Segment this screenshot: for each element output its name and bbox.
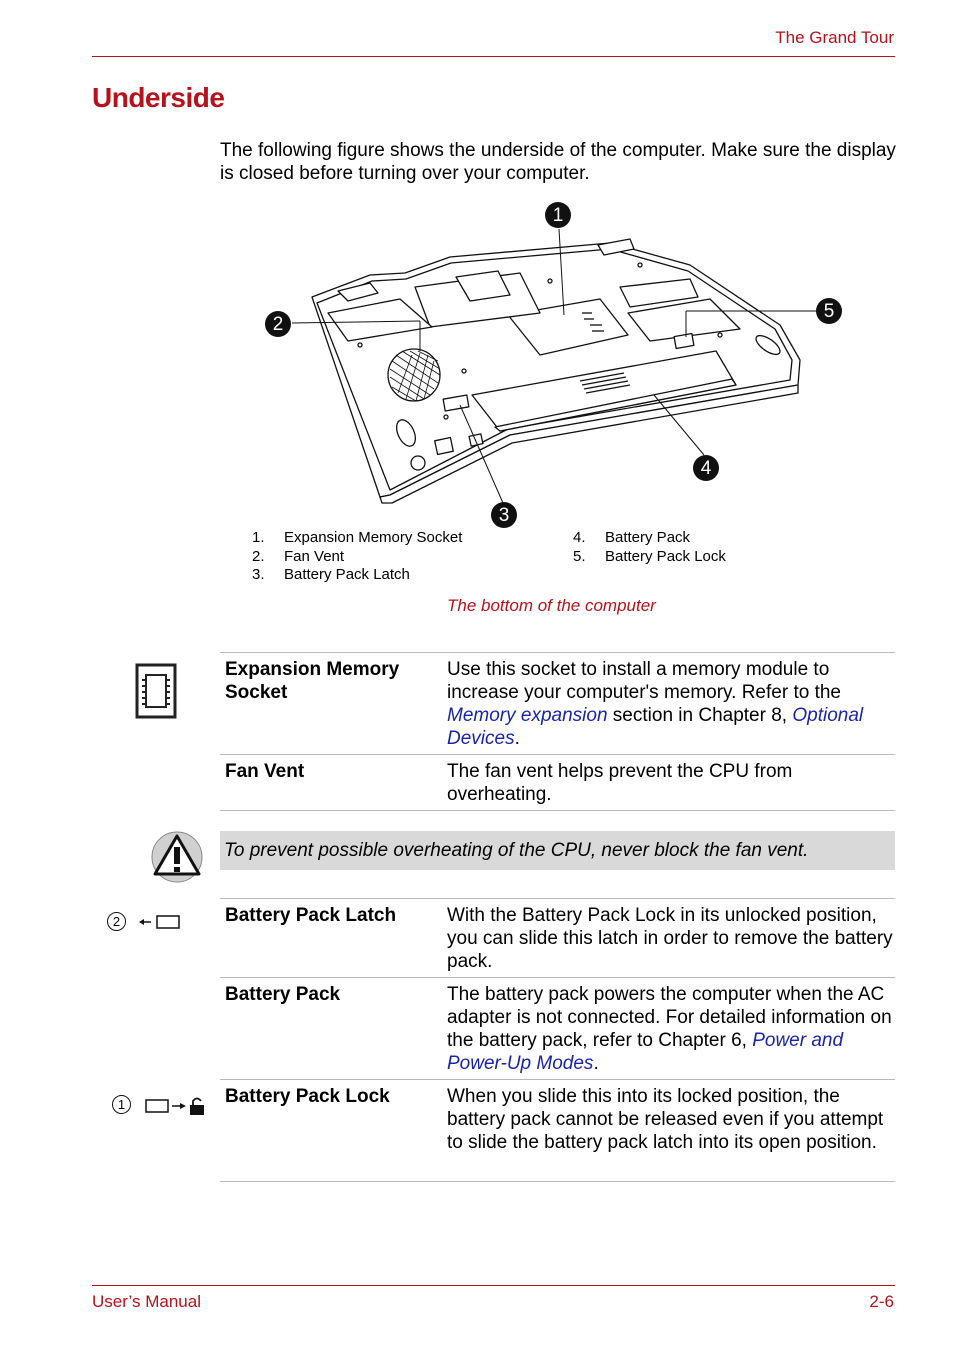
table-row — [220, 652, 895, 754]
table-bottom-rule — [220, 1181, 895, 1182]
step-number-2: 2 — [107, 912, 126, 931]
page-number: 2-6 — [869, 1292, 894, 1311]
row-desc: With the Battery Pack Lock in its unlocked position, you can slide this latch in order to remove the battery pack. — [447, 905, 893, 972]
callout-2: 2 — [265, 311, 291, 337]
figure-caption: The bottom of the computer — [447, 596, 656, 615]
callout-1: 1 — [545, 202, 571, 228]
legend-item: 2. Fan Vent — [252, 547, 345, 565]
warning-icon — [150, 830, 204, 884]
figure-legend-right — [573, 529, 726, 566]
row-term: Expansion Memory Socket — [225, 659, 400, 703]
figure-legend-left — [252, 529, 462, 585]
row-term: Battery Pack Latch — [225, 905, 397, 926]
table-row — [220, 1079, 895, 1182]
warning-note: To prevent possible overheating of the CPU, never block the fan vent. — [220, 831, 895, 870]
legend-item: 1. Expansion Memory Socket — [252, 529, 463, 546]
row-term: Fan Vent — [225, 761, 305, 782]
unlock-indicator — [107, 911, 187, 935]
header-rule — [92, 56, 895, 57]
link-power-modes[interactable]: Power and Power-Up Modes — [447, 1030, 844, 1074]
callout-4: 4 — [693, 455, 719, 481]
step-number-1: 1 — [112, 1095, 131, 1114]
link-memory-expansion[interactable]: Memory expansion — [447, 705, 608, 726]
battery-lock-icon — [144, 1096, 208, 1116]
table-row — [220, 977, 895, 1079]
page-title: Underside — [92, 82, 225, 113]
table-row — [220, 754, 895, 811]
row-desc: Use this socket to install a memory module to increase your computer's memory. Refer to the Memory expansion section in Chapter 8, Optional Devices. — [447, 659, 864, 749]
table-bottom-rule — [220, 810, 895, 811]
row-term: Battery Pack Lock — [225, 1086, 390, 1107]
laptop-underside-figure — [220, 195, 860, 525]
intro-paragraph: The following figure shows the underside of the computer. Make sure the display is closed before turning over your computer. — [220, 140, 896, 184]
callout-5: 5 — [816, 298, 842, 324]
footer-manual-title: User’s Manual — [92, 1292, 201, 1311]
memory-chip-icon — [134, 662, 178, 720]
row-term: Battery Pack — [225, 984, 341, 1005]
lock-indicator — [112, 1094, 212, 1118]
footer-rule — [92, 1285, 895, 1286]
battery-release-arrow-icon — [137, 914, 183, 930]
row-desc: When you slide this into its locked position, the battery pack cannot be released even if you attempt to slide the battery pack latch into its open position. — [447, 1086, 884, 1153]
legend-item: 4. Battery Pack — [573, 529, 691, 546]
table-row — [220, 898, 895, 978]
row-desc: The battery pack powers the computer when the AC adapter is not connected. For detailed information on the battery pack, refer to Chapter 6, Power and Power-Up Modes. — [447, 984, 892, 1074]
row-desc: The fan vent helps prevent the CPU from overheating. — [447, 761, 793, 805]
legend-item: 5. Battery Pack Lock — [573, 547, 726, 565]
legend-item: 3. Battery Pack Latch — [252, 566, 410, 583]
link-optional-devices[interactable]: Optional Devices — [447, 705, 864, 749]
running-header: The Grand Tour — [775, 28, 894, 47]
callout-3: 3 — [491, 502, 517, 528]
